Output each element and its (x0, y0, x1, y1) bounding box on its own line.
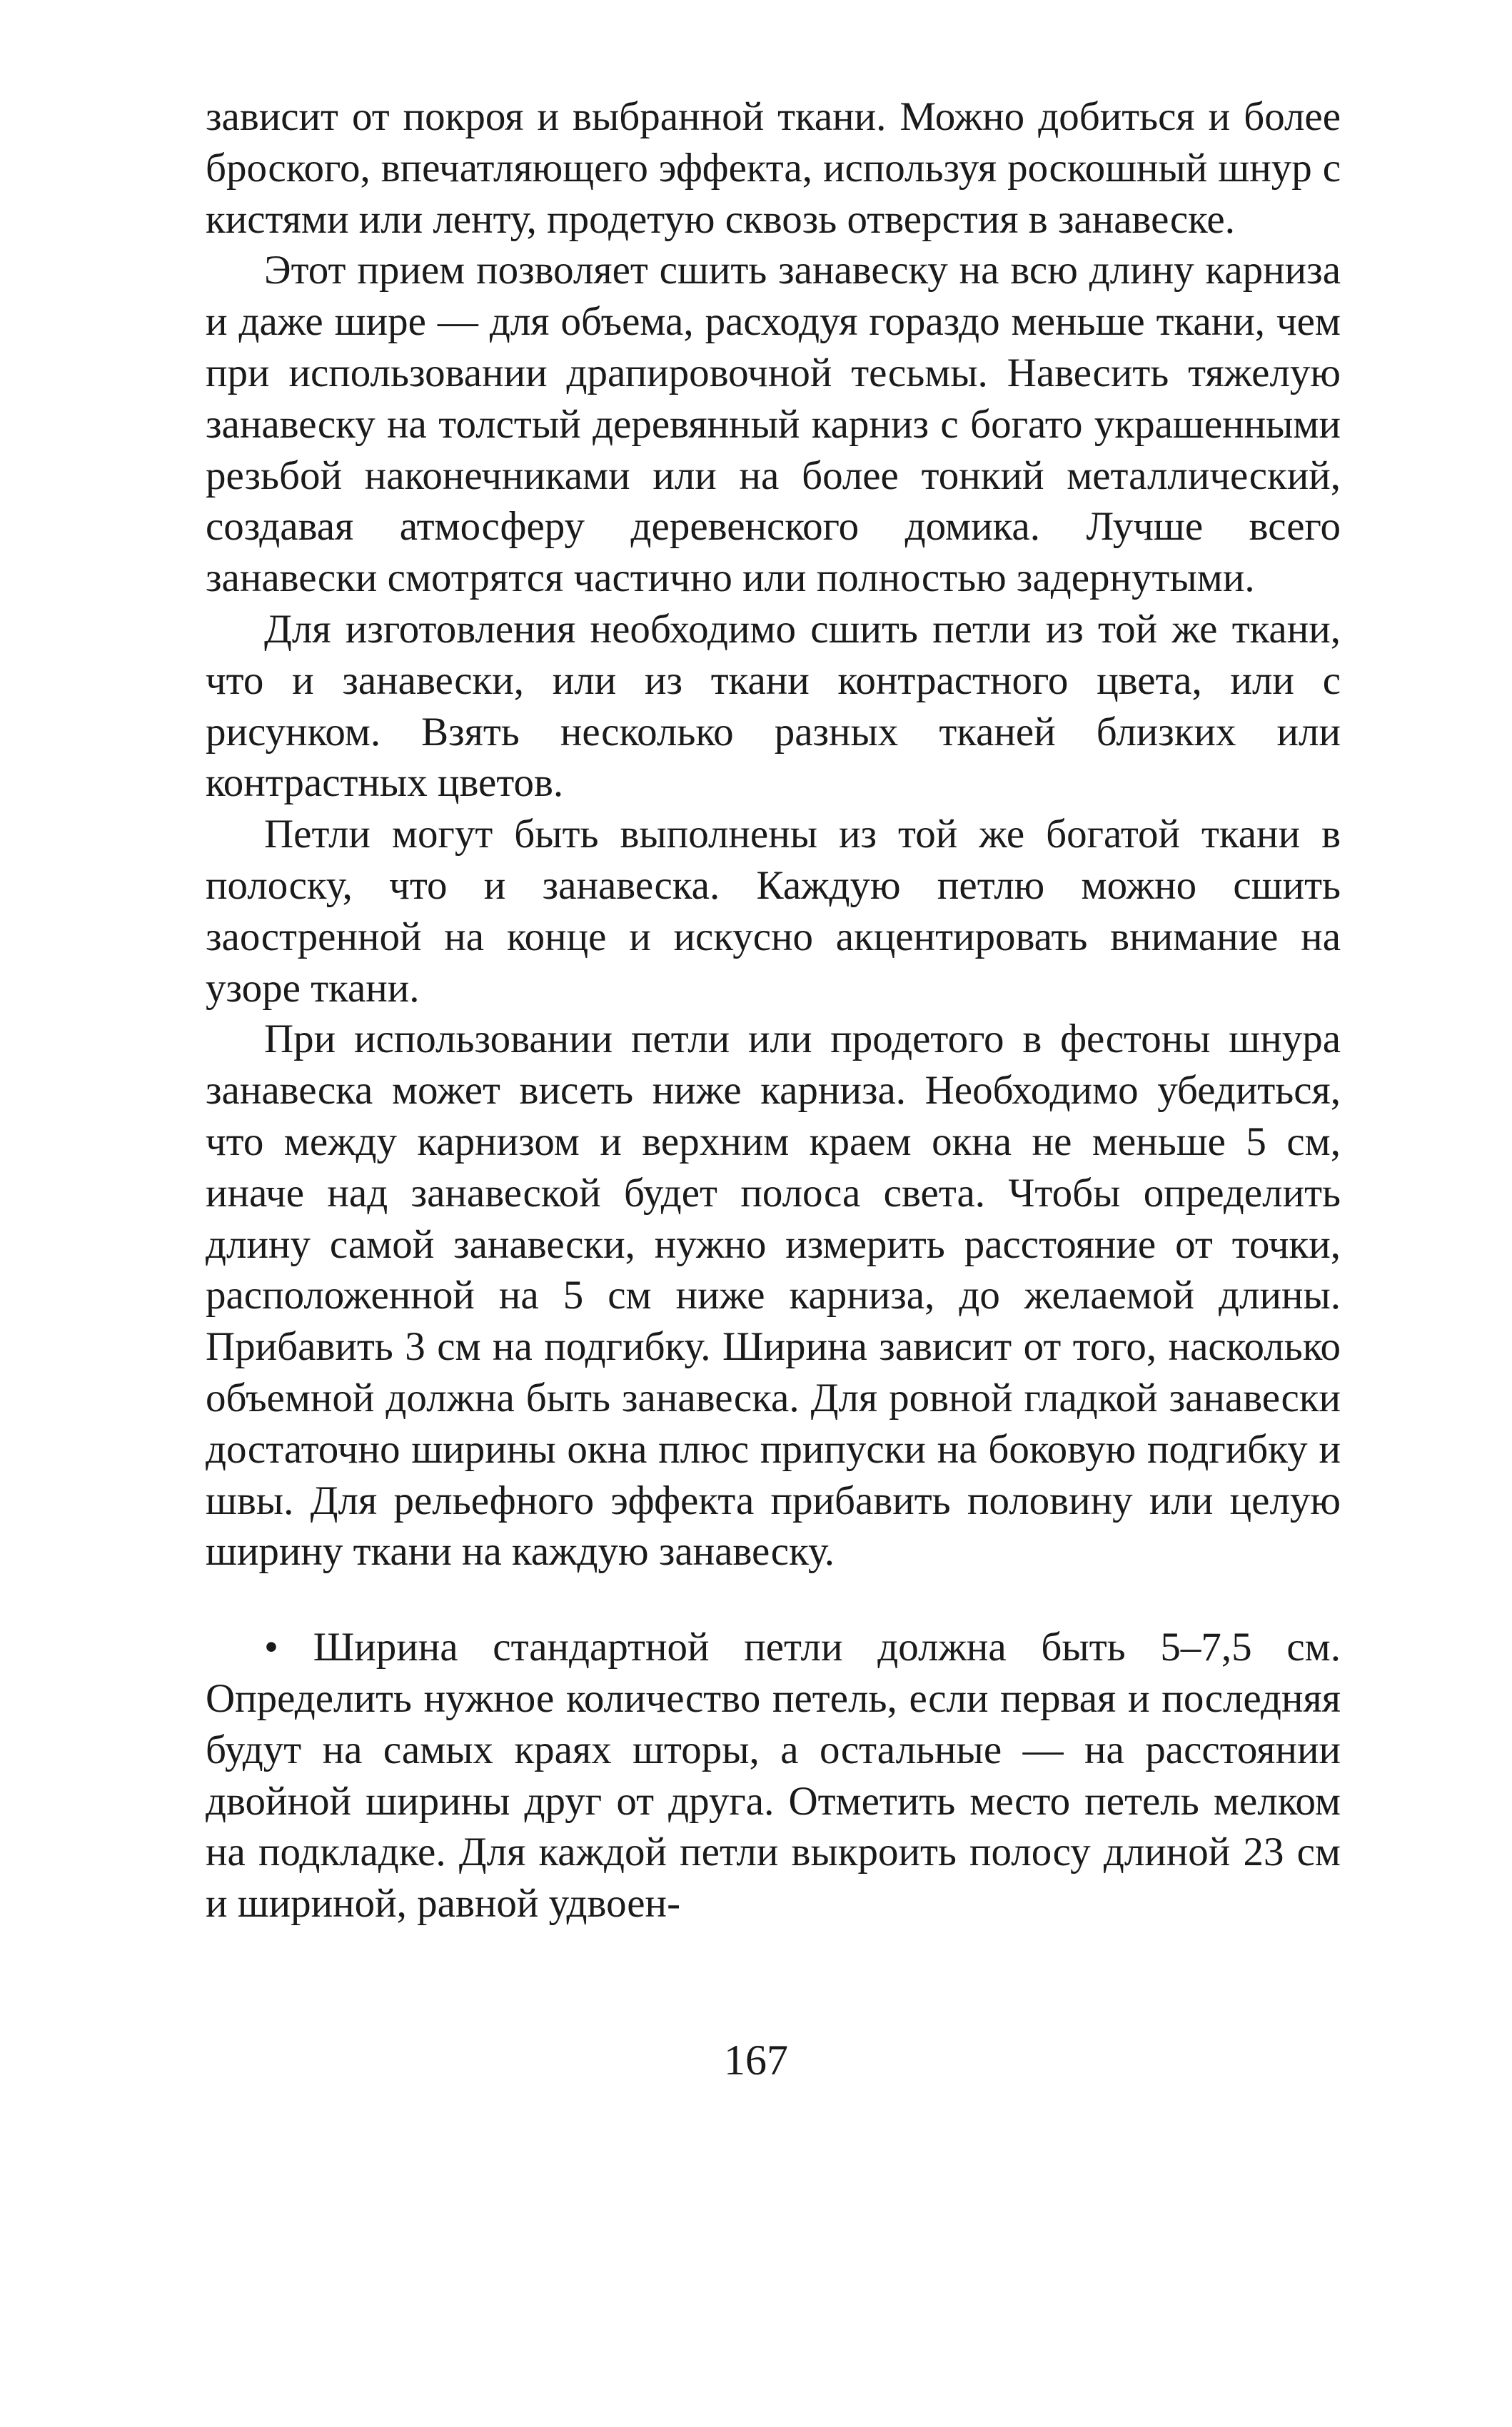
paragraph: При использовании петли или продетого в фестоны шнура занавеска может висеть ниже карниза. Необходимо убедиться, что между карнизом и верхним краем окна не меньше 5 см, иначе над занавеской будет полоса света. Чтобы определить длину самой занавески, нужно измерить расстояние от точки, расположенной на 5 см ниже карниза, до желаемой длины. Прибавить 3 см на подгибку. Ширина зависит от того, насколько объемной должна быть занавеска. Для ровной гладкой занавески достаточно ширины окна плюс припуски на боковую подгибку и швы. Для рельефного эффекта прибавить половину или целую ширину ткани на каждую занавеску. (206, 1016, 1341, 1575)
paragraph: Этот прием позволяет сшить занавеску на всю длину карниза и даже шире — для объема, расходуя гораздо меньше ткани, чем при использовании драпировочной тесьмы. Навесить тяжелую занавеску на толстый деревянный карниз с богато украшенными резьбой наконечниками или на более тонкий металлический, создавая атмосферу деревенского домика. Лучше всего занавески смотрятся частично или полностью задернутыми. (206, 248, 1341, 601)
paragraph: зависит от покроя и выбранной ткани. Можно добиться и более броского, впечатляющего эффекта, используя роскошный шнур с кистями или ленту, продетую сквозь отверстия в занавеске. (206, 94, 1341, 242)
page-number: 167 (724, 2037, 788, 2084)
bullet-paragraph: • Ширина стандартной петли должна быть 5–7,5 см. Определить нужное количество петель, если первая и последняя будут на самых краях шторы, а остальные — на расстоянии двойной ширины друг от друга. Отметить место петель мелком на подкладке. Для каждой петли выкроить полосу длиной 23 см и шириной, равной удвоен- (206, 1625, 1341, 1927)
page-text-body (206, 91, 1341, 1929)
paragraph: Петли могут быть выполнены из той же богатой ткани в полоску, что и занавеска. Каждую петлю можно сшить заостренной на конце и искусно акцентировать внимание на узоре ткани. (206, 812, 1341, 1011)
paragraph: Для изготовления необходимо сшить петли из той же ткани, что и занавески, или из ткани контрастного цвета, или с рисунком. Взять несколько разных тканей близких или контрастных цветов. (206, 606, 1341, 806)
section-spacer (206, 1578, 1341, 1622)
